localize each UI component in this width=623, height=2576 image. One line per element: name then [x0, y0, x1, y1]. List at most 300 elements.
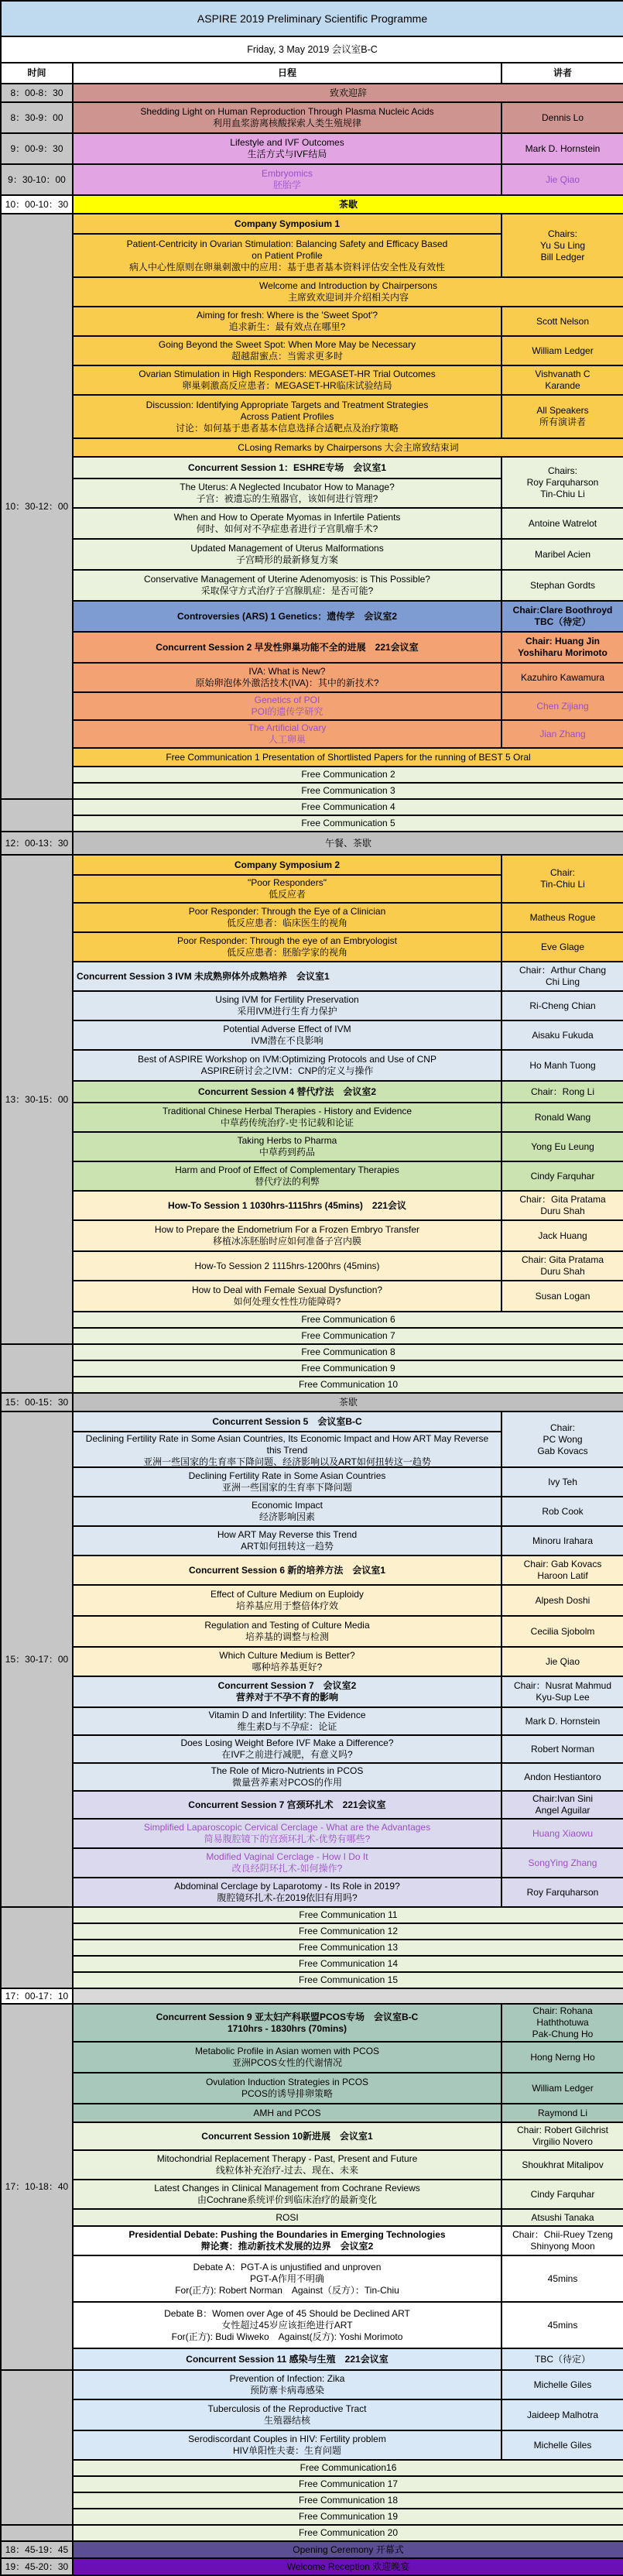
text-line: 1710hrs - 1830hrs (70mins) — [227, 2022, 347, 2034]
cell-content — [505, 112, 620, 124]
text-line: Poor Responder: Through the Eye of a Clinician — [188, 906, 386, 917]
cell-content — [77, 611, 498, 623]
table-row — [1, 1312, 623, 1328]
programme-cell — [73, 767, 623, 783]
text-line: Cindy Farquhar — [530, 1170, 595, 1182]
text-line: HIV单阳性夫妻：生育问题 — [232, 2445, 341, 2456]
programme-cell — [73, 1907, 623, 1923]
cell-content — [77, 1500, 498, 1523]
speaker-cell — [501, 903, 623, 932]
cell-content — [77, 2308, 498, 2343]
text-line: Presidential Debate: Pushing the Boundaries in Emerging Technologies — [128, 2229, 446, 2240]
table-row — [1, 2209, 623, 2226]
time-cell — [1, 2525, 73, 2541]
cell-content — [5, 838, 69, 849]
text-line: Chair：Gita Pratama — [519, 1194, 606, 1205]
programme-cell — [73, 2476, 623, 2492]
table-row — [1, 1191, 623, 1220]
cell-content — [505, 605, 620, 628]
programme-cell — [73, 692, 501, 720]
cell-content — [505, 2005, 620, 2040]
text-line: IVM潜在不良影响 — [251, 1035, 323, 1046]
cell-content — [77, 1942, 620, 1953]
text-line: Pak-Chung Ho — [532, 2029, 594, 2039]
speaker-cell — [501, 2073, 623, 2104]
text-line: Welcome and Introduction by Chairpersons — [259, 280, 437, 291]
text-line: Free Communication 10 — [298, 1379, 399, 1390]
table-row — [1, 1907, 623, 1923]
cell-content — [505, 1112, 620, 1123]
tea-break-row — [1, 195, 623, 214]
speaker-cell — [501, 2004, 623, 2042]
text-line: Haroon Latif — [537, 1570, 588, 1581]
table-row — [1, 1940, 623, 1956]
text-line: TBC（待定） — [535, 2353, 591, 2365]
speaker-cell — [501, 1281, 623, 1312]
text-line: 15：00-15：30 — [5, 1396, 69, 1408]
programme-cell — [73, 1132, 501, 1161]
speaker-cell — [501, 1707, 623, 1735]
text-line: Free Communication 12 — [298, 1926, 399, 1936]
time-cell — [1, 1988, 73, 2004]
table-row — [1, 2525, 623, 2541]
text-line: Eve Glage — [540, 941, 585, 952]
text-line: Aisaku Fukuda — [532, 1029, 594, 1041]
cell-content — [77, 838, 620, 849]
table-row — [1, 457, 623, 478]
text-line: Chair: Gita Pratama — [521, 1254, 604, 1265]
cell-content — [77, 1165, 498, 1188]
cell-content — [5, 1991, 69, 2002]
text-line: 中草药传统治疗-史书记载和论证 — [221, 1117, 354, 1128]
cell-content — [5, 87, 69, 99]
speaker-cell — [501, 1556, 623, 1585]
cell-content — [505, 345, 620, 357]
cell-content — [77, 1135, 498, 1158]
time-cell — [1, 214, 73, 799]
text-line: Concurrent Session 11 感染与生殖 221会议室 — [186, 2353, 389, 2365]
text-line: 亚洲一些国家的生育率下降问题 — [221, 1482, 352, 1493]
programme-cell — [73, 962, 501, 991]
text-line: Genetics of POI — [254, 695, 320, 705]
text-line: 子宫：被遗忘的生殖器官，该如何进行管理? — [196, 493, 378, 504]
cell-content — [77, 1529, 498, 1552]
text-line: 采取保守方式治疗子宫腺肌症：是否可能? — [200, 585, 374, 596]
cell-content — [505, 1141, 620, 1153]
cell-content — [505, 1030, 620, 1041]
text-line: 10：00-10：30 — [5, 198, 69, 210]
cell-content — [77, 906, 498, 929]
text-line: Tuberculosis of the Reproductive Tract — [207, 2403, 367, 2414]
table-row — [1, 1220, 623, 1251]
text-line: 17：10-18：40 — [5, 2181, 69, 2192]
text-line: 哪种培养基更好? — [252, 1662, 323, 1672]
programme-cell — [73, 63, 501, 84]
text-line: Raymond Li — [537, 2107, 588, 2118]
text-line: 8：00-8：30 — [10, 87, 63, 98]
table-row — [1, 1360, 623, 1377]
programme-cell — [73, 1791, 501, 1819]
cell-content — [77, 1224, 498, 1247]
speaker-cell — [501, 102, 623, 133]
text-line: 经济影响因素 — [258, 1511, 315, 1522]
text-line: Welcome Reception 欢迎晚宴 — [286, 2561, 410, 2572]
text-line: Declining Fertility Rate in Some Asian Countries — [188, 1470, 386, 1481]
programme-cell — [73, 84, 623, 102]
text-line: Serodiscordant Couples in HIV: Fertility problem — [188, 2434, 386, 2444]
programme-cell — [73, 2042, 501, 2073]
text-line: Chair: — [550, 1422, 576, 1433]
table-row — [1, 2348, 623, 2370]
programme-cell — [73, 799, 623, 815]
cell-content — [505, 2159, 620, 2171]
programme-cell — [73, 1763, 501, 1791]
cell-content — [77, 1926, 620, 1937]
text-line: Concurrent Session 9 亚太妇产科联盟PCOS专场 会议室B-C — [156, 2011, 419, 2022]
text-line: 时间 — [27, 67, 46, 78]
text-line: Chair：Arthur Chang — [519, 965, 607, 976]
table-row — [1, 2476, 623, 2492]
tea-break-row — [1, 1393, 623, 1411]
speaker-cell — [501, 1497, 623, 1526]
speaker-cell — [501, 932, 623, 962]
table-row — [1, 1878, 623, 1907]
cell-content — [5, 143, 69, 155]
programme-cell — [73, 2460, 623, 2476]
cell-content — [77, 2434, 498, 2457]
cell-content — [77, 1379, 620, 1391]
cell-content — [505, 942, 620, 953]
text-line: Simplified Laparoscopic Cervical Cerclage - What are the Advantages — [143, 1822, 431, 1833]
table-row — [1, 2509, 623, 2525]
text-line: Does Losing Weight Before IVF Make a Difference? — [180, 1737, 394, 1748]
cell-content — [77, 971, 498, 983]
text-line: Roy Farquharson — [526, 476, 599, 488]
speaker-cell — [501, 855, 623, 903]
text-line: 利用血浆游离核酸探索人类生殖规律 — [212, 118, 361, 129]
text-line: Controversies (ARS) 1 Genetics：遗传学 会议室2 — [176, 610, 398, 622]
text-line: 辩论赛：推动新技术发展的边界 会议室2 — [200, 2241, 374, 2252]
cell-content — [505, 174, 620, 186]
programme-cell — [73, 195, 623, 214]
text-line: IVA: What is New? — [248, 666, 326, 677]
programme-cell — [73, 2209, 501, 2226]
cell-content — [77, 1710, 498, 1733]
text-line: How-To Session 1 1030hrs-1115hrs (45mins) 221会议 — [168, 1199, 406, 1211]
cell-content — [77, 1054, 498, 1077]
time-cell — [1, 1344, 73, 1393]
cell-content — [505, 1291, 620, 1302]
programme-cell — [73, 663, 501, 692]
text-line: Concurrent Session 1：ESHRE专场 会议室1 — [187, 461, 387, 473]
programme-cell — [73, 1556, 501, 1585]
text-line: Free Communication 18 — [298, 2495, 399, 2506]
table-row — [1, 2180, 623, 2209]
cell-content — [505, 2379, 620, 2391]
speaker-cell — [501, 1676, 623, 1707]
text-line: Tin-Chiu Li — [540, 879, 585, 890]
text-line: Ri-Cheng Chian — [529, 1000, 596, 1011]
text-line: Free Communication 13 — [298, 1942, 399, 1953]
table-row — [1, 1103, 623, 1132]
text-line: Free Communication 11 — [299, 1909, 398, 1920]
programme-cell — [73, 2370, 501, 2399]
text-line: Company Symposium 2 — [234, 859, 341, 870]
text-line: Free Communication 8 — [301, 1346, 395, 1357]
programme-cell — [73, 234, 501, 277]
text-line: Chair: — [550, 867, 576, 878]
time-cell — [1, 164, 73, 195]
cell-content — [77, 137, 498, 160]
text-line: Shedding Light on Human Reproduction Through Plasma Nucleic Acids — [140, 106, 434, 117]
text-line: Taking Herbs to Pharma — [237, 1135, 337, 1146]
cell-content — [505, 2083, 620, 2094]
programme-cell — [73, 2104, 501, 2122]
text-line: Vishvanath C — [535, 369, 590, 379]
text-line: Ovarian Stimulation in High Responders: MEGASET-HR Trial Outcomes — [139, 369, 436, 379]
text-line: Aiming for fresh: Where is the 'Sweet Spot'? — [196, 310, 378, 321]
cell-content — [5, 1654, 69, 1665]
cell-content — [505, 1626, 620, 1638]
table-row — [1, 1281, 623, 1312]
table-row — [1, 395, 623, 438]
programme-cell — [73, 457, 501, 478]
text-line: Maribel Acien — [534, 548, 591, 560]
cell-content — [505, 1656, 620, 1668]
programme-cell — [73, 2302, 501, 2348]
cell-content — [77, 994, 498, 1017]
cell-content — [505, 1422, 620, 1457]
cell-content — [77, 801, 620, 813]
text-line: 营养对于不孕不育的影响 — [235, 1692, 338, 1703]
cell-content — [77, 752, 620, 763]
speaker-cell — [501, 2255, 623, 2302]
cell-content — [77, 2012, 498, 2035]
text-line: 替代疗法的利弊 — [254, 1176, 320, 1187]
text-line: 追求新生：最有效点在哪里? — [228, 321, 346, 332]
programme-cell — [73, 1103, 501, 1132]
programme-cell — [73, 2558, 623, 2575]
programme-cell — [73, 1393, 623, 1411]
cell-content — [77, 935, 498, 959]
text-line: Conservative Management of Uterine Adenomyosis: is This Possible? — [144, 574, 430, 585]
text-line: Chair：Chii-Ruey Tzeng — [512, 2229, 613, 2240]
text-line: Ronald Wang — [534, 1111, 591, 1123]
programme-cell — [73, 478, 501, 508]
cell-content — [77, 1974, 620, 1986]
cell-content — [77, 2077, 498, 2100]
text-line: Chair：Nusrat Mahmud — [513, 1680, 612, 1691]
programme-cell — [73, 1923, 623, 1940]
text-line: 低反应者 — [268, 889, 306, 900]
text-line: 线粒体补充治疗-过去、现在、未来 — [216, 2165, 358, 2176]
cell-content — [77, 1433, 498, 1466]
text-line: 生活方式与IVF结局 — [247, 149, 327, 159]
cell-content — [77, 877, 498, 900]
programme-cell — [73, 214, 501, 234]
text-line: Matheus Rogue — [529, 911, 596, 923]
programme-cell — [73, 783, 623, 799]
text-line: Antoine Watrelot — [528, 517, 597, 529]
programme-cell — [73, 2255, 501, 2302]
speaker-cell — [501, 2430, 623, 2460]
cell-content — [505, 580, 620, 592]
text-line: Modified Vaginal Cerclage - How I Do It — [206, 1851, 368, 1862]
programme-cell — [73, 2525, 623, 2541]
speaker-cell — [501, 1467, 623, 1497]
cell-content — [77, 199, 620, 211]
speaker-cell — [501, 1878, 623, 1907]
cell-content — [77, 218, 498, 230]
table-row — [1, 1081, 623, 1103]
programme-cell — [73, 1848, 501, 1878]
cell-content — [505, 1716, 620, 1727]
programme-cell — [73, 2004, 501, 2042]
cell-content — [77, 722, 498, 746]
table-row — [1, 991, 623, 1020]
table-row — [1, 438, 623, 457]
programme-cell — [73, 1220, 501, 1251]
text-line: When and How to Operate Myomas in Infertile Patients — [173, 512, 401, 523]
text-line: Alpesh Doshi — [535, 1594, 590, 1606]
cell-content — [5, 44, 620, 56]
cell-content — [505, 1060, 620, 1072]
text-line: Jie Qiao — [545, 173, 580, 185]
text-line: Concurrent Session 6 新的培养方法 会议室1 — [188, 1564, 386, 1576]
table-row — [1, 2104, 623, 2122]
text-line: Free Communication 9 — [301, 1363, 395, 1374]
cell-content — [77, 168, 498, 191]
text-line: Hong Nerng Ho — [530, 2051, 595, 2063]
programme-cell — [73, 2073, 501, 2104]
programme-cell — [73, 1251, 501, 1281]
programme-cell — [73, 539, 501, 570]
programme-cell — [73, 1020, 501, 1050]
text-line: PCOS的诱导排卵策略 — [241, 2088, 333, 2099]
table-row — [1, 1676, 623, 1707]
text-line: Chair: Rohana Haththotuwa — [532, 2005, 593, 2028]
speaker-cell — [501, 457, 623, 508]
speaker-cell — [501, 570, 623, 601]
text-line: 简易腹腔镜下的宫颈环扎术-优势有哪些? — [204, 1833, 371, 1844]
text-line: Duru Shah — [540, 1206, 585, 1216]
table-row — [1, 1791, 623, 1819]
programme-cell — [73, 1191, 501, 1220]
speaker-cell — [501, 962, 623, 991]
table-row — [1, 783, 623, 799]
text-line: 超越甜蜜点：当需求更多时 — [231, 351, 343, 362]
text-line: POI的遗传学研究 — [251, 706, 323, 717]
text-line: 培养基的调整与检测 — [245, 1631, 329, 1642]
text-line: 讲者 — [553, 67, 573, 78]
text-line: Updated Management of Uterus Malformations — [190, 543, 384, 554]
programme-table-body — [1, 1, 623, 2575]
table-row — [1, 1735, 623, 1763]
cell-content — [5, 67, 69, 79]
cell-content — [77, 695, 498, 718]
text-line: Cindy Farquhar — [530, 2188, 595, 2200]
text-line: 病人中心性原则在卵巢刺激中的应用：基于患者基本资料评估安全性及有效性 — [128, 261, 445, 273]
speaker-cell — [501, 1819, 623, 1848]
title-row — [1, 1, 623, 36]
time-cell — [1, 832, 73, 855]
cell-content — [77, 442, 620, 454]
text-line: Going Beyond the Sweet Spot: When More May be Necessary — [158, 339, 416, 350]
programme-cell — [73, 336, 501, 365]
text-line: 茶歇 — [339, 1396, 358, 1408]
text-line: Chairs: — [548, 228, 578, 239]
programme-cell — [73, 2348, 501, 2370]
table-row — [1, 1763, 623, 1791]
cell-content — [505, 228, 620, 263]
programme-cell — [73, 932, 501, 962]
cell-content — [5, 2561, 69, 2573]
programme-cell — [73, 1312, 623, 1328]
table-row — [1, 277, 623, 307]
text-line: Lifestyle and IVF Outcomes — [230, 137, 344, 148]
table-row — [1, 663, 623, 692]
text-line: Bill Ledger — [540, 251, 585, 262]
opening-ceremony-row — [1, 2541, 623, 2558]
text-line: Economic Impact — [251, 1500, 323, 1511]
text-line: Minoru Irahara — [532, 1535, 594, 1546]
cell-content — [505, 549, 620, 561]
text-line: Chair：Rong Li — [530, 1086, 595, 1097]
speaker-cell — [501, 2348, 623, 2370]
cell-content — [505, 1744, 620, 1755]
text-line: 何时、如何对不孕症患者进行子宫肌瘤手术? — [196, 523, 378, 534]
text-line: "Poor Responders" — [248, 877, 327, 888]
text-line: 15：30-17：00 — [5, 1653, 69, 1665]
text-line: Free Communication 6 — [301, 1314, 395, 1325]
cell-content — [77, 2373, 498, 2396]
cell-content — [77, 369, 498, 392]
programme-cell — [73, 2150, 501, 2180]
text-line: For(正方): Robert Norman Against（反方）：Tin-Chiu — [175, 2284, 399, 2296]
text-line: Traditional Chinese Herbal Therapies - History and Evidence — [162, 1106, 412, 1116]
text-line: 在IVF之前进行减肥，有意义吗? — [221, 1749, 353, 1760]
cell-content — [505, 636, 620, 659]
table-row — [1, 1411, 623, 1432]
cell-content — [77, 1261, 498, 1272]
programme-cell — [73, 508, 501, 539]
cell-content — [77, 1909, 620, 1921]
text-line: Mitochondrial Replacement Therapy - Past, Present and Future — [156, 2153, 418, 2164]
speaker-cell — [501, 991, 623, 1020]
text-line: 日程 — [277, 67, 296, 78]
text-line: Free Communication 20 — [298, 2527, 399, 2538]
cell-content — [505, 1535, 620, 1547]
speaker-cell — [501, 1161, 623, 1191]
table-row — [1, 1050, 623, 1081]
programme-cell — [73, 1377, 623, 1393]
time-cell — [1, 1411, 73, 1907]
programme-cell — [73, 2492, 623, 2509]
text-line: 改良经阴环扎术-如何操作? — [231, 1863, 343, 1874]
cell-content — [77, 543, 498, 566]
speaker-cell — [501, 508, 623, 539]
text-line: 生殖器结核 — [263, 2415, 310, 2426]
cell-content — [5, 1094, 69, 1106]
text-line: Free Communication 19 — [298, 2511, 399, 2522]
text-line: Vitamin D and Infertility: The Evidence — [208, 1710, 366, 1720]
cell-content — [505, 1828, 620, 1840]
text-line: Gab Kovacs — [537, 1445, 588, 1456]
cell-content — [77, 859, 498, 871]
text-line: 子宫畸形的最新修复方案 — [235, 554, 338, 565]
cell-content — [77, 769, 620, 780]
programme-cell — [73, 720, 501, 748]
